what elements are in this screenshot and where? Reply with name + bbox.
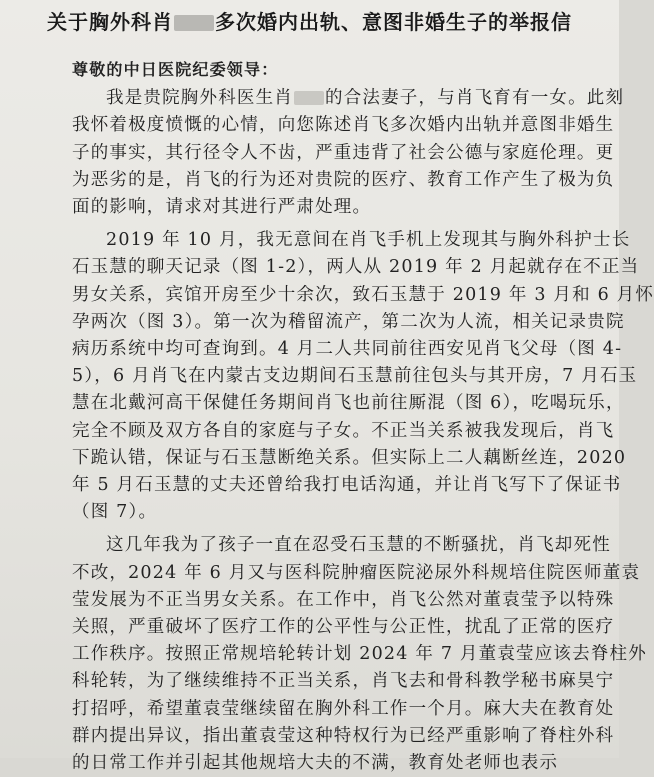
salutation: 尊敬的中日医院纪委领导： [72, 60, 279, 79]
text-line: 我怀着极度愤慨的心情，向您陈述肖飞多次婚内出轨并意图非婚生 [72, 115, 615, 136]
redacted-name [174, 15, 214, 31]
letter-body [72, 48, 654, 777]
text-line: 的日常工作并引起其他规培大夫的不满，教育处老师也表示 [72, 753, 559, 774]
text-line: 不改，2024 年 6 月又与医科院肿瘤医院泌尿外科规培住院医师董袁 [72, 562, 641, 583]
text-line: 病历系统中均可查询到。4 月二人共同前往西安见肖飞父母（图 4- [72, 339, 623, 360]
text-line: 科轮转，为了继续维持不正当关系，肖飞去和骨科教学秘书麻昊宁 [72, 671, 615, 692]
text-line: 打招呼，希望董袁莹继续留在胸外科工作一个月。麻大夫在教育处 [72, 698, 615, 719]
text-line: 子的事实，其行径令人不齿，严重违背了社会公德与家庭伦理。更 [72, 142, 615, 163]
paragraph-3 [72, 532, 647, 777]
text-line: 莹发展为不正当男女关系。在工作中，肖飞公然对董袁莹予以特殊 [72, 589, 615, 610]
text-fragment: 的合法妻子，与肖飞育有一女。此刻 [325, 88, 625, 109]
text-line: 5），6 月肖飞在内蒙古支边期间石玉慧前往包头与其开房，7 月石玉 [72, 366, 638, 387]
text-line: 下跪认错，保证与石玉慧断绝关系。但实际上二人藕断丝连，2020 [72, 447, 627, 468]
text-line: 年 5 月石玉慧的丈夫还曾给我打电话沟通，并让肖飞写下了保证书 [72, 475, 622, 496]
text-line: 完全不顾及双方各自的家庭与子女。不正当关系被我发现后，肖飞 [72, 420, 615, 441]
text-line: 这几年我为了孩子一直在忍受石玉慧的不断骚扰，肖飞却死性 [106, 535, 611, 556]
text-line: 慧在北戴河高干保健任务期间肖飞也前往厮混（图 6），吃喝玩乐， [72, 393, 625, 414]
paragraph-2 [72, 227, 654, 526]
text-line: 关照，严重破坏了医疗工作的公平性与公正性，扰乱了正常的医疗 [72, 617, 615, 638]
paragraph-1 [72, 85, 625, 221]
text-line: 工作秩序。按照正常规培轮转计划 2024 年 7 月董袁莹应该去脊柱外 [72, 644, 647, 665]
text-line: 为恶劣的是，肖飞的行为还对贵院的医疗、教育工作产生了极为负 [72, 169, 615, 190]
text-line: 群内提出异议，指出董袁莹这种特权行为已经严重影响了脊柱外科 [72, 725, 615, 746]
text-line: 石玉慧的聊天记录（图 1-2），两人从 2019 年 2 月起就存在不正当 [72, 257, 640, 278]
text-line: 面的影响，请求对其进行严肃处理。 [72, 197, 372, 218]
text-line: 男女关系，宾馆开房至少十余次，致石玉慧于 2019 年 3 月和 6 月怀 [72, 284, 654, 305]
text-fragment: 我是贵院胸外科医生肖 [106, 88, 293, 109]
text-line: 孕两次（图 3）。第一次为稽留流产，第二次为人流，相关记录贵院 [72, 311, 625, 332]
letter-title [0, 6, 619, 35]
title-part-1: 关于胸外科肖 [47, 10, 173, 34]
text-line [72, 85, 625, 112]
text-line: （图 7）。 [72, 502, 158, 523]
title-part-2: 多次婚内出轨、意图非婚生子的举报信 [215, 10, 572, 34]
text-line: 2019 年 10 月，我无意间在肖飞手机上发现其与胸外科护士长 [106, 230, 631, 251]
redacted-name [294, 91, 324, 105]
